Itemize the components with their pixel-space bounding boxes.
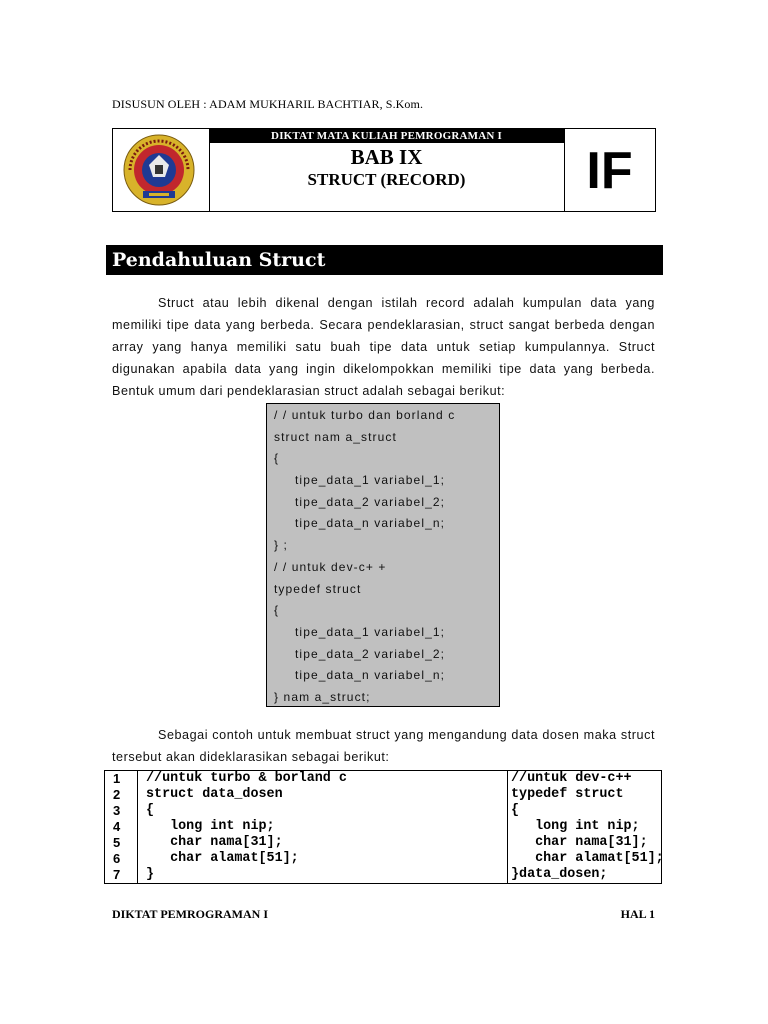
code-line: struct data_dosen: [146, 787, 283, 802]
code-line: typedef struct: [274, 581, 362, 596]
department-code: IF: [586, 142, 633, 200]
code-line: {: [274, 451, 280, 466]
code-line: char nama[31];: [146, 835, 283, 850]
page-number: HAL 1: [620, 907, 655, 921]
document-header: [112, 128, 656, 212]
line-number: 7: [113, 867, 121, 882]
code-line: tipe_data_n variabel_n;: [295, 516, 446, 531]
code-line: //untuk dev-c++: [511, 771, 632, 786]
code-line: char alamat[51];: [146, 851, 299, 866]
footer-title: DIKTAT PEMROGRAMAN I: [112, 907, 268, 921]
code-line: }: [146, 867, 155, 882]
line-number: 1: [113, 771, 121, 786]
line-number: 4: [113, 819, 121, 834]
unikom-seal-icon: [113, 129, 209, 211]
unikom-logo: [113, 129, 210, 211]
header-title-block: [209, 129, 565, 211]
code-line: tipe_data_1 variabel_1;: [295, 624, 446, 639]
line-number: 2: [113, 787, 121, 802]
course-band: DIKTAT MATA KULIAH PEMROGRAMAN I: [209, 129, 564, 143]
code-line: / / untuk turbo dan borland c: [274, 408, 456, 422]
turbo-code-column: [137, 771, 508, 883]
author-line: DISUSUN OLEH : ADAM MUKHARIL BACHTIAR, S.Kom.: [112, 97, 424, 111]
code-line: char alamat[51];: [511, 851, 664, 866]
general-form-code-box: [266, 403, 500, 707]
line-number: 5: [113, 835, 121, 850]
devcpp-code-column: [507, 771, 664, 883]
intro-paragraph: [112, 292, 655, 402]
code-line: long int nip;: [146, 819, 275, 834]
code-line: {: [511, 803, 520, 818]
code-line: }data_dosen;: [511, 867, 608, 882]
line-number: 3: [113, 803, 121, 818]
intro-paragraph-text: Struct atau lebih dikenal dengan istilah record adalah kumpulan data yang memiliki tipe data yang berbeda. Secara pendeklarasian, struct sangat berbeda dengan array yang hanya memiliki satu buah tipe data untuk setiap kumpulannya. Struct digunakan apabila data yang ingin dikelompokkan memiliki tipe data yang berbeda. Bentuk umum dari pendeklarasian struct adalah sebagai berikut:: [112, 296, 655, 398]
code-line: / / untuk dev-c+ +: [274, 559, 387, 574]
line-number-column: [105, 771, 138, 883]
chapter-subtitle: STRUCT (RECORD): [307, 170, 466, 189]
example-paragraph: [112, 724, 655, 768]
line-number: 6: [113, 851, 121, 866]
code-line: } ;: [274, 538, 288, 553]
code-line: {: [274, 603, 280, 618]
code-line: tipe_data_1 variabel_1;: [295, 473, 446, 488]
code-line: } nam a_struct;: [274, 689, 371, 704]
example-paragraph-text: Sebagai contoh untuk membuat struct yang mengandung data dosen maka struct tersebut akan dideklarasikan sebagai berikut:: [112, 728, 655, 764]
code-line: tipe_data_2 variabel_2;: [295, 494, 446, 509]
chapter-title: BAB IX: [350, 145, 423, 169]
code-line: long int nip;: [511, 819, 640, 834]
code-line: {: [146, 803, 155, 818]
section-heading: Pendahuluan Struct: [106, 245, 663, 275]
code-line: tipe_data_n variabel_n;: [295, 668, 446, 683]
code-line: tipe_data_2 variabel_2;: [295, 646, 446, 661]
example-code-table: [104, 770, 662, 884]
code-line: char nama[31];: [511, 835, 648, 850]
code-line: typedef struct: [511, 787, 624, 802]
code-line: //untuk turbo & borland c: [146, 771, 347, 786]
code-line: struct nam a_struct: [274, 429, 397, 444]
